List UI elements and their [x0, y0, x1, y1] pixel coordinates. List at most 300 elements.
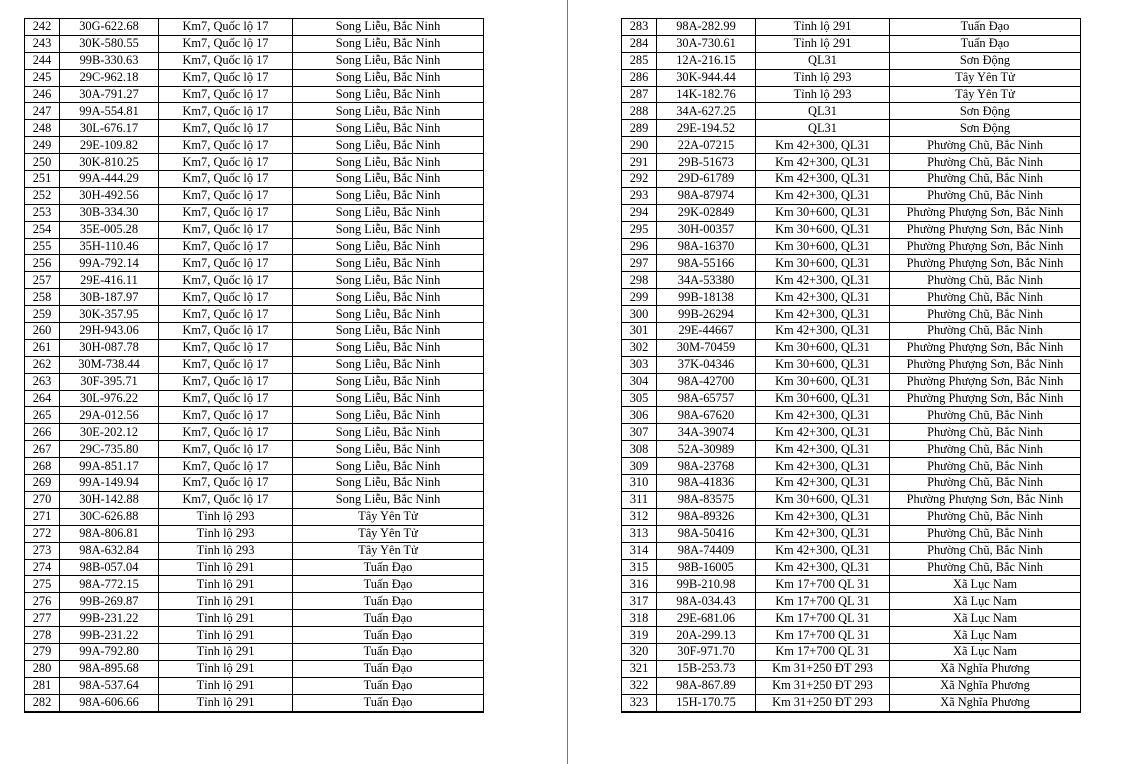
table-row	[622, 525, 1081, 542]
area-cell: Song Liễu, Bắc Ninh	[293, 238, 484, 255]
row-number-cell: 265	[25, 407, 60, 424]
area-cell: Phường Phượng Sơn, Bắc Ninh	[890, 491, 1081, 508]
row-number-cell: 319	[622, 627, 657, 644]
table-row	[25, 660, 484, 677]
location-cell: Km 30+600, QL31	[756, 255, 890, 272]
location-cell: Km 17+700 QL 31	[756, 576, 890, 593]
area-cell: Song Liễu, Bắc Ninh	[293, 458, 484, 475]
license-plate-cell: 30H-00357	[657, 221, 756, 238]
row-number-cell: 281	[25, 677, 60, 694]
table-row	[622, 272, 1081, 289]
row-number-cell: 254	[25, 221, 60, 238]
area-cell: Tây Yên Tử	[293, 542, 484, 559]
row-number-cell: 318	[622, 610, 657, 627]
row-number-cell: 286	[622, 69, 657, 86]
row-number-cell: 315	[622, 559, 657, 576]
area-cell: Tuấn Đạo	[293, 627, 484, 644]
license-plate-cell: 99A-444.29	[60, 171, 159, 188]
row-number-cell: 252	[25, 187, 60, 204]
location-cell: Km 42+300, QL31	[756, 137, 890, 154]
area-cell: Song Liễu, Bắc Ninh	[293, 356, 484, 373]
location-cell: Km7, Quốc lộ 17	[159, 475, 293, 492]
license-plate-cell: 99B-210.98	[657, 576, 756, 593]
location-cell: Km7, Quốc lộ 17	[159, 187, 293, 204]
row-number-cell: 306	[622, 407, 657, 424]
table-row	[25, 52, 484, 69]
location-cell: Km 31+250 ĐT 293	[756, 660, 890, 677]
row-number-cell: 264	[25, 390, 60, 407]
license-plate-cell: 35E-005.28	[60, 221, 159, 238]
row-number-cell: 304	[622, 373, 657, 390]
row-number-cell: 289	[622, 120, 657, 137]
area-cell: Tây Yên Tử	[890, 86, 1081, 103]
area-cell: Phường Chũ, Bắc Ninh	[890, 525, 1081, 542]
row-number-cell: 257	[25, 272, 60, 289]
location-cell: Km 42+300, QL31	[756, 323, 890, 340]
table-row	[25, 576, 484, 593]
area-cell: Phường Phượng Sơn, Bắc Ninh	[890, 221, 1081, 238]
table-row	[622, 390, 1081, 407]
location-cell: Km7, Quốc lộ 17	[159, 441, 293, 458]
table-row	[622, 508, 1081, 525]
page-divider	[567, 0, 568, 764]
area-cell: Phường Chũ, Bắc Ninh	[890, 323, 1081, 340]
area-cell: Song Liễu, Bắc Ninh	[293, 323, 484, 340]
license-plate-cell: 98A-50416	[657, 525, 756, 542]
license-plate-cell: 29D-61789	[657, 171, 756, 188]
table-row	[25, 86, 484, 103]
area-cell: Song Liễu, Bắc Ninh	[293, 373, 484, 390]
license-plate-cell: 30K-944.44	[657, 69, 756, 86]
license-plate-cell: 99B-330.63	[60, 52, 159, 69]
table-row	[622, 593, 1081, 610]
location-cell: Km 42+300, QL31	[756, 559, 890, 576]
row-number-cell: 303	[622, 356, 657, 373]
area-cell: Song Liễu, Bắc Ninh	[293, 204, 484, 221]
table-row	[622, 306, 1081, 323]
row-number-cell: 245	[25, 69, 60, 86]
area-cell: Phường Chũ, Bắc Ninh	[890, 171, 1081, 188]
license-plate-cell: 30F-971.70	[657, 643, 756, 660]
row-number-cell: 275	[25, 576, 60, 593]
location-cell: Tỉnh lộ 293	[756, 69, 890, 86]
area-cell: Phường Phượng Sơn, Bắc Ninh	[890, 204, 1081, 221]
row-number-cell: 317	[622, 593, 657, 610]
license-plate-cell: 34A-53380	[657, 272, 756, 289]
table-row	[25, 373, 484, 390]
row-number-cell: 279	[25, 643, 60, 660]
violation-table-left	[24, 18, 484, 713]
table-row	[25, 627, 484, 644]
table-row	[25, 238, 484, 255]
location-cell: Km 17+700 QL 31	[756, 610, 890, 627]
area-cell: Xã Lục Nam	[890, 627, 1081, 644]
row-number-cell: 321	[622, 660, 657, 677]
location-cell: Km 30+600, QL31	[756, 339, 890, 356]
row-number-cell: 284	[622, 35, 657, 52]
location-cell: Km 42+300, QL31	[756, 171, 890, 188]
table-row	[622, 52, 1081, 69]
area-cell: Phường Chũ, Bắc Ninh	[890, 154, 1081, 171]
area-cell: Tuấn Đạo	[293, 694, 484, 711]
license-plate-cell: 98A-89326	[657, 508, 756, 525]
location-cell: Km 42+300, QL31	[756, 525, 890, 542]
table-row	[622, 441, 1081, 458]
row-number-cell: 311	[622, 491, 657, 508]
location-cell: Km7, Quốc lộ 17	[159, 407, 293, 424]
area-cell: Song Liễu, Bắc Ninh	[293, 441, 484, 458]
license-plate-cell: 30L-976.22	[60, 390, 159, 407]
location-cell: Km 42+300, QL31	[756, 458, 890, 475]
location-cell: Km7, Quốc lộ 17	[159, 356, 293, 373]
location-cell: Tỉnh lộ 291	[159, 694, 293, 711]
area-cell: Song Liễu, Bắc Ninh	[293, 137, 484, 154]
row-number-cell: 247	[25, 103, 60, 120]
table-row	[622, 660, 1081, 677]
location-cell: Km 31+250 ĐT 293	[756, 694, 890, 711]
row-number-cell: 302	[622, 339, 657, 356]
license-plate-cell: 15H-170.75	[657, 694, 756, 711]
area-cell: Song Liễu, Bắc Ninh	[293, 475, 484, 492]
table-row	[622, 171, 1081, 188]
location-cell: Km7, Quốc lộ 17	[159, 323, 293, 340]
location-cell: Km7, Quốc lộ 17	[159, 339, 293, 356]
location-cell: Km7, Quốc lộ 17	[159, 154, 293, 171]
table-row	[25, 525, 484, 542]
license-plate-cell: 30M-70459	[657, 339, 756, 356]
table-row	[25, 441, 484, 458]
area-cell: Song Liễu, Bắc Ninh	[293, 255, 484, 272]
license-plate-cell: 29E-194.52	[657, 120, 756, 137]
area-cell: Song Liễu, Bắc Ninh	[293, 339, 484, 356]
license-plate-cell: 20A-299.13	[657, 627, 756, 644]
license-plate-cell: 99A-149.94	[60, 475, 159, 492]
license-plate-cell: 35H-110.46	[60, 238, 159, 255]
area-cell: Tây Yên Tử	[890, 69, 1081, 86]
row-number-cell: 246	[25, 86, 60, 103]
license-plate-cell: 99A-792.80	[60, 643, 159, 660]
area-cell: Phường Chũ, Bắc Ninh	[890, 137, 1081, 154]
area-cell: Xã Nghĩa Phương	[890, 660, 1081, 677]
row-number-cell: 250	[25, 154, 60, 171]
area-cell: Sơn Động	[890, 52, 1081, 69]
license-plate-cell: 29A-012.56	[60, 407, 159, 424]
license-plate-cell: 98A-41836	[657, 475, 756, 492]
location-cell: Km7, Quốc lộ 17	[159, 221, 293, 238]
location-cell: Km 42+300, QL31	[756, 407, 890, 424]
license-plate-cell: 98A-65757	[657, 390, 756, 407]
table-row	[622, 424, 1081, 441]
location-cell: Km 42+300, QL31	[756, 154, 890, 171]
table-row	[25, 643, 484, 660]
area-cell: Tuấn Đạo	[293, 593, 484, 610]
row-number-cell: 274	[25, 559, 60, 576]
row-number-cell: 280	[25, 660, 60, 677]
area-cell: Tuấn Đạo	[293, 660, 484, 677]
license-plate-cell: 30F-395.71	[60, 373, 159, 390]
area-cell: Tây Yên Tử	[293, 525, 484, 542]
table-row	[25, 593, 484, 610]
table-row	[25, 424, 484, 441]
location-cell: Tỉnh lộ 293	[756, 86, 890, 103]
area-cell: Xã Lục Nam	[890, 610, 1081, 627]
area-cell: Phường Chũ, Bắc Ninh	[890, 475, 1081, 492]
location-cell: Tỉnh lộ 293	[159, 508, 293, 525]
license-plate-cell: 99A-792.14	[60, 255, 159, 272]
table-body-right	[622, 19, 1081, 712]
area-cell: Tuấn Đạo	[293, 643, 484, 660]
license-plate-cell: 30K-580.55	[60, 35, 159, 52]
area-cell: Phường Chũ, Bắc Ninh	[890, 424, 1081, 441]
location-cell: Tỉnh lộ 291	[159, 610, 293, 627]
table-row	[622, 643, 1081, 660]
table-row	[25, 69, 484, 86]
area-cell: Phường Chũ, Bắc Ninh	[890, 272, 1081, 289]
row-number-cell: 259	[25, 306, 60, 323]
license-plate-cell: 30G-622.68	[60, 19, 159, 36]
location-cell: Km 42+300, QL31	[756, 424, 890, 441]
license-plate-cell: 30C-626.88	[60, 508, 159, 525]
row-number-cell: 313	[622, 525, 657, 542]
license-plate-cell: 30H-492.56	[60, 187, 159, 204]
row-number-cell: 262	[25, 356, 60, 373]
license-plate-cell: 29H-943.06	[60, 323, 159, 340]
license-plate-cell: 29B-51673	[657, 154, 756, 171]
area-cell: Phường Chũ, Bắc Ninh	[890, 187, 1081, 204]
table-row	[622, 103, 1081, 120]
area-cell: Phường Phượng Sơn, Bắc Ninh	[890, 356, 1081, 373]
table-row	[622, 69, 1081, 86]
table-row	[25, 677, 484, 694]
row-number-cell: 294	[622, 204, 657, 221]
location-cell: Km 42+300, QL31	[756, 508, 890, 525]
area-cell: Tuấn Đạo	[890, 35, 1081, 52]
table-row	[25, 306, 484, 323]
table-row	[622, 35, 1081, 52]
table-row	[25, 187, 484, 204]
table-row	[25, 491, 484, 508]
location-cell: Km 42+300, QL31	[756, 272, 890, 289]
table-row	[25, 356, 484, 373]
license-plate-cell: 30K-357.95	[60, 306, 159, 323]
table-row	[25, 154, 484, 171]
table-row	[622, 120, 1081, 137]
license-plate-cell: 98A-806.81	[60, 525, 159, 542]
license-plate-cell: 37K-04346	[657, 356, 756, 373]
row-number-cell: 309	[622, 458, 657, 475]
violation-table-right	[621, 18, 1081, 713]
table-row	[622, 187, 1081, 204]
area-cell: Xã Nghĩa Phương	[890, 694, 1081, 711]
table-row	[25, 103, 484, 120]
location-cell: Km7, Quốc lộ 17	[159, 458, 293, 475]
table-row	[622, 356, 1081, 373]
row-number-cell: 322	[622, 677, 657, 694]
row-number-cell: 267	[25, 441, 60, 458]
location-cell: Km7, Quốc lộ 17	[159, 272, 293, 289]
table-row	[25, 559, 484, 576]
license-plate-cell: 30A-730.61	[657, 35, 756, 52]
location-cell: Tỉnh lộ 291	[159, 576, 293, 593]
table-row	[25, 289, 484, 306]
area-cell: Phường Phượng Sơn, Bắc Ninh	[890, 390, 1081, 407]
location-cell: Tỉnh lộ 293	[159, 525, 293, 542]
table-row	[25, 221, 484, 238]
row-number-cell: 297	[622, 255, 657, 272]
license-plate-cell: 34A-627.25	[657, 103, 756, 120]
area-cell: Song Liễu, Bắc Ninh	[293, 52, 484, 69]
row-number-cell: 292	[622, 171, 657, 188]
license-plate-cell: 99A-851.17	[60, 458, 159, 475]
table-row	[622, 694, 1081, 711]
location-cell: QL31	[756, 120, 890, 137]
table-row	[622, 86, 1081, 103]
area-cell: Xã Lục Nam	[890, 643, 1081, 660]
row-number-cell: 300	[622, 306, 657, 323]
license-plate-cell: 98A-632.84	[60, 542, 159, 559]
license-plate-cell: 98A-42700	[657, 373, 756, 390]
location-cell: Km 42+300, QL31	[756, 542, 890, 559]
license-plate-cell: 30H-142.88	[60, 491, 159, 508]
table-row	[25, 339, 484, 356]
row-number-cell: 249	[25, 137, 60, 154]
area-cell: Song Liễu, Bắc Ninh	[293, 491, 484, 508]
table-row	[25, 137, 484, 154]
location-cell: Km 42+300, QL31	[756, 289, 890, 306]
table-row	[25, 458, 484, 475]
table-row	[622, 339, 1081, 356]
location-cell: Km 30+600, QL31	[756, 221, 890, 238]
location-cell: QL31	[756, 52, 890, 69]
location-cell: Km7, Quốc lộ 17	[159, 289, 293, 306]
location-cell: Tỉnh lộ 291	[159, 559, 293, 576]
location-cell: Km 17+700 QL 31	[756, 593, 890, 610]
license-plate-cell: 52A-30989	[657, 441, 756, 458]
area-cell: Song Liễu, Bắc Ninh	[293, 407, 484, 424]
area-cell: Phường Phượng Sơn, Bắc Ninh	[890, 238, 1081, 255]
table-row	[25, 171, 484, 188]
table-row	[622, 323, 1081, 340]
area-cell: Tây Yên Tử	[293, 508, 484, 525]
license-plate-cell: 98A-606.66	[60, 694, 159, 711]
area-cell: Song Liễu, Bắc Ninh	[293, 289, 484, 306]
location-cell: Tỉnh lộ 291	[159, 593, 293, 610]
license-plate-cell: 98A-282.99	[657, 19, 756, 36]
table-row	[622, 542, 1081, 559]
license-plate-cell: 98A-67620	[657, 407, 756, 424]
row-number-cell: 298	[622, 272, 657, 289]
table-row	[622, 610, 1081, 627]
row-number-cell: 299	[622, 289, 657, 306]
license-plate-cell: 15B-253.73	[657, 660, 756, 677]
row-number-cell: 272	[25, 525, 60, 542]
location-cell: Km 30+600, QL31	[756, 238, 890, 255]
license-plate-cell: 99B-231.22	[60, 610, 159, 627]
row-number-cell: 243	[25, 35, 60, 52]
area-cell: Sơn Động	[890, 103, 1081, 120]
row-number-cell: 253	[25, 204, 60, 221]
license-plate-cell: 98A-895.68	[60, 660, 159, 677]
license-plate-cell: 98A-772.15	[60, 576, 159, 593]
table-row	[25, 204, 484, 221]
license-plate-cell: 29E-109.82	[60, 137, 159, 154]
location-cell: Tỉnh lộ 291	[159, 643, 293, 660]
area-cell: Phường Chũ, Bắc Ninh	[890, 306, 1081, 323]
location-cell: Tỉnh lộ 291	[756, 35, 890, 52]
row-number-cell: 307	[622, 424, 657, 441]
row-number-cell: 256	[25, 255, 60, 272]
row-number-cell: 278	[25, 627, 60, 644]
row-number-cell: 266	[25, 424, 60, 441]
license-plate-cell: 98A-23768	[657, 458, 756, 475]
row-number-cell: 248	[25, 120, 60, 137]
row-number-cell: 305	[622, 390, 657, 407]
license-plate-cell: 99B-269.87	[60, 593, 159, 610]
location-cell: Km7, Quốc lộ 17	[159, 424, 293, 441]
license-plate-cell: 22A-07215	[657, 137, 756, 154]
row-number-cell: 291	[622, 154, 657, 171]
license-plate-cell: 98B-16005	[657, 559, 756, 576]
license-plate-cell: 98A-74409	[657, 542, 756, 559]
table-body-left	[25, 19, 484, 712]
row-number-cell: 255	[25, 238, 60, 255]
license-plate-cell: 12A-216.15	[657, 52, 756, 69]
table-row	[622, 491, 1081, 508]
table-row	[622, 154, 1081, 171]
row-number-cell: 296	[622, 238, 657, 255]
license-plate-cell: 98A-55166	[657, 255, 756, 272]
table-row	[25, 542, 484, 559]
table-row	[622, 576, 1081, 593]
row-number-cell: 258	[25, 289, 60, 306]
location-cell: Tỉnh lộ 291	[159, 677, 293, 694]
license-plate-cell: 29K-02849	[657, 204, 756, 221]
area-cell: Phường Chũ, Bắc Ninh	[890, 559, 1081, 576]
area-cell: Song Liễu, Bắc Ninh	[293, 272, 484, 289]
row-number-cell: 251	[25, 171, 60, 188]
area-cell: Phường Phượng Sơn, Bắc Ninh	[890, 339, 1081, 356]
row-number-cell: 323	[622, 694, 657, 711]
location-cell: Km7, Quốc lộ 17	[159, 120, 293, 137]
location-cell: Km 30+600, QL31	[756, 204, 890, 221]
table-row	[25, 390, 484, 407]
table-row	[622, 19, 1081, 36]
table-row	[25, 610, 484, 627]
row-number-cell: 242	[25, 19, 60, 36]
row-number-cell: 293	[622, 187, 657, 204]
row-number-cell: 301	[622, 323, 657, 340]
table-row	[622, 458, 1081, 475]
license-plate-cell: 30L-676.17	[60, 120, 159, 137]
area-cell: Phường Chũ, Bắc Ninh	[890, 542, 1081, 559]
area-cell: Song Liễu, Bắc Ninh	[293, 86, 484, 103]
license-plate-cell: 98A-83575	[657, 491, 756, 508]
row-number-cell: 261	[25, 339, 60, 356]
area-cell: Song Liễu, Bắc Ninh	[293, 424, 484, 441]
area-cell: Phường Phượng Sơn, Bắc Ninh	[890, 373, 1081, 390]
license-plate-cell: 98B-057.04	[60, 559, 159, 576]
area-cell: Tuấn Đạo	[293, 610, 484, 627]
row-number-cell: 314	[622, 542, 657, 559]
area-cell: Sơn Động	[890, 120, 1081, 137]
location-cell: Tỉnh lộ 293	[159, 542, 293, 559]
table-row	[622, 373, 1081, 390]
table-row	[622, 255, 1081, 272]
area-cell: Song Liễu, Bắc Ninh	[293, 69, 484, 86]
row-number-cell: 244	[25, 52, 60, 69]
area-cell: Song Liễu, Bắc Ninh	[293, 120, 484, 137]
location-cell: Km7, Quốc lộ 17	[159, 491, 293, 508]
